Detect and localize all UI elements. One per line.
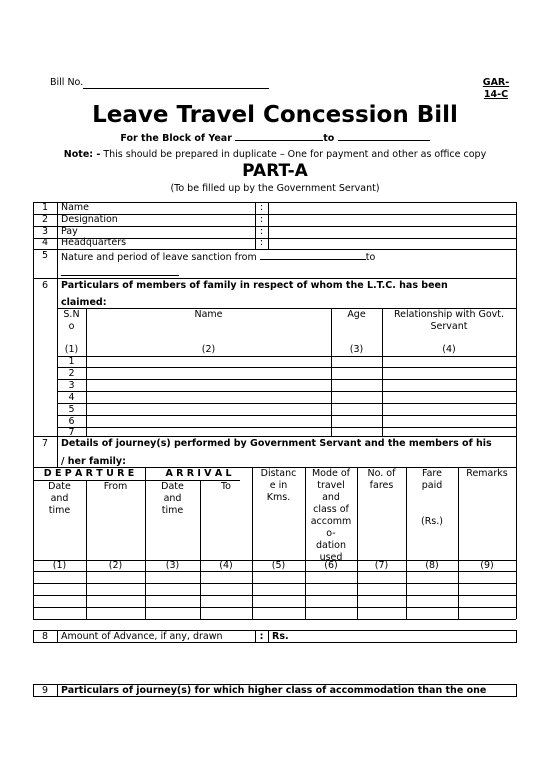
note-text: This should be prepared in duplicate – One for payment and other as office copy [103, 149, 487, 160]
form-code-line1: GAR- [482, 77, 510, 88]
relationship-header-a: Relationship with Govt. [393, 309, 505, 320]
fare-paid-gap [406, 492, 458, 504]
fares-b: fares [369, 480, 394, 491]
part-subtitle: (To be filled up by the Government Servant) [170, 183, 380, 194]
leave-from-blank[interactable] [260, 250, 366, 260]
bill-no-blank[interactable] [83, 78, 269, 89]
fare-paid-b: paid [421, 480, 443, 491]
advance-field[interactable] [292, 631, 514, 642]
col-num: (5) [271, 560, 286, 571]
distance-c: Kms. [266, 492, 291, 503]
arr-date-c: time [161, 505, 184, 516]
colon: : [259, 226, 264, 237]
sno-header-b: o [68, 321, 75, 332]
mode-a: Mode of [311, 468, 351, 479]
fares-a: No. of [367, 468, 396, 479]
dep-date-c: time [48, 505, 71, 516]
family-serial: 7 [68, 427, 75, 438]
mode-b: travel [317, 480, 345, 491]
name-label: Name [61, 202, 90, 213]
col-num: (3) [349, 344, 364, 355]
age-header: Age [347, 309, 366, 320]
arr-date-a: Date [161, 481, 184, 492]
col-num: (8) [425, 560, 439, 571]
col-num: (2) [108, 560, 123, 571]
pay-field[interactable] [270, 227, 515, 238]
row-num: 8 [41, 631, 49, 642]
block-label: For the Block of Year [120, 133, 232, 144]
leave-to-blank[interactable] [61, 275, 179, 276]
leave-period-text: Nature and period of leave sanction from [61, 252, 257, 263]
remarks-header: Remarks [466, 468, 508, 479]
col-num: (2) [201, 344, 216, 355]
fare-paid-gap2 [406, 504, 458, 516]
arrival-header: A R R I V A L [165, 468, 232, 479]
fare-paid-rs: (Rs.) [421, 516, 443, 527]
mode-d: class of [313, 504, 349, 515]
form-code-line2: 14-C [483, 89, 509, 100]
block-from-blank[interactable] [235, 131, 323, 141]
col-num: (4) [219, 560, 233, 571]
sno-header-a: S.N [63, 309, 80, 320]
mode-g: dation [315, 540, 347, 551]
journey-heading-a: Details of journey(s) performed by Government Servant and the members of his [61, 438, 492, 449]
arr-date-b: and [163, 493, 182, 504]
headquarters-label: Headquarters [61, 237, 127, 248]
to-header: To [220, 481, 231, 492]
family-serial: 1 [68, 356, 75, 367]
col-num: (4) [442, 344, 456, 355]
col-num: (1) [64, 344, 79, 355]
colon: : [259, 214, 264, 225]
col-num: (1) [52, 560, 67, 571]
higher-class-label: Particulars of journey(s) for which higher class of accommodation than the one [61, 685, 487, 696]
family-heading-b: claimed: [61, 297, 107, 308]
mode-e: accomm [310, 516, 352, 527]
colon: : [259, 202, 264, 213]
headquarters-field[interactable] [270, 239, 515, 249]
advance-rs: Rs. [272, 631, 289, 642]
part-title: PART-A [242, 161, 308, 181]
fare-paid-a: Fare [422, 468, 442, 479]
bill-no-label: Bill No. [50, 77, 84, 88]
relationship-header [382, 309, 516, 333]
row-num: 9 [41, 685, 49, 696]
mode-f: o- [326, 528, 336, 539]
distance-a: Distanc [260, 468, 297, 479]
col-num: (9) [480, 560, 494, 571]
family-heading-a: Particulars of members of family in respect of whom the L.T.C. has been [61, 280, 448, 291]
note-label: Note: - [63, 149, 101, 160]
row-num: 2 [41, 214, 49, 225]
journey-heading-b: / her family: [61, 456, 126, 467]
col-num: (7) [374, 560, 389, 571]
col-num: (6) [324, 560, 338, 571]
designation-label: Designation [61, 214, 118, 225]
row-num: 3 [41, 226, 49, 237]
name-field[interactable] [270, 203, 515, 214]
fares-header [357, 468, 406, 492]
family-serial: 6 [68, 416, 75, 427]
family-serial: 3 [68, 380, 75, 391]
block-to-blank[interactable] [338, 131, 430, 141]
mode-c: and [322, 492, 340, 503]
row-num: 6 [41, 280, 49, 291]
mode-h: used [319, 552, 343, 563]
pay-label: Pay [61, 226, 78, 237]
sno-header [57, 309, 86, 333]
form-code [478, 77, 514, 101]
dep-date-b: and [50, 493, 69, 504]
distance-b: e in [269, 480, 288, 491]
designation-field[interactable] [270, 215, 515, 226]
relationship-header-b: Servant [430, 321, 468, 332]
col-num: (3) [165, 560, 180, 571]
departure-header: D E P A R T U R E [43, 468, 135, 479]
dep-date-header [33, 481, 86, 517]
row-num: 1 [41, 202, 49, 213]
bill-no-field [50, 77, 269, 89]
block-to: to [323, 133, 335, 144]
block-year [0, 131, 550, 145]
page-title: Leave Travel Concession Bill [92, 102, 458, 128]
family-serial: 2 [68, 368, 75, 379]
dep-date-a: Date [48, 481, 71, 492]
leave-to-text: to [365, 252, 376, 263]
colon: : [259, 237, 264, 248]
colon: : [259, 631, 264, 642]
mode-header [305, 468, 357, 564]
row-num: 4 [41, 237, 49, 248]
distance-header [252, 468, 305, 504]
fare-paid-header [406, 468, 458, 528]
family-serial: 5 [68, 404, 75, 415]
row-num: 5 [41, 250, 49, 261]
name-header: Name [194, 309, 223, 320]
advance-label: Amount of Advance, if any, drawn [61, 631, 223, 642]
arr-date-header [145, 481, 200, 517]
family-serial: 4 [68, 392, 75, 403]
row-num: 7 [41, 438, 49, 449]
leave-period-label [61, 250, 375, 264]
from-header: From [103, 481, 128, 492]
